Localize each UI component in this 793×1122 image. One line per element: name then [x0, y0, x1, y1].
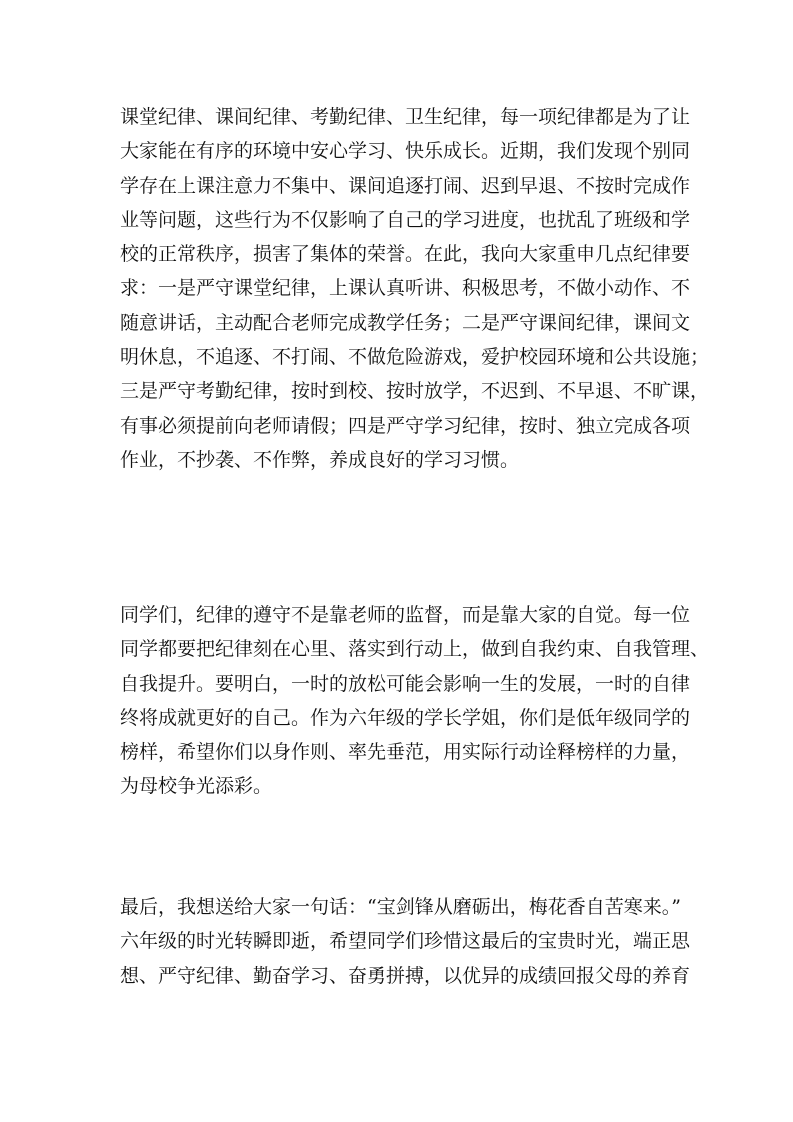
- text-line: 榜样，希望你们以身作则、率先垂范，用实际行动诠释榜样的力量，: [120, 741, 691, 764]
- text-line: 同学都要把纪律刻在心里、落实到行动上，做到自我约束、自我管理、: [120, 638, 710, 661]
- text-line: 六年级的时光转瞬即逝，希望同学们珍惜这最后的宝贵时光，端正思: [120, 930, 691, 953]
- text-line: 随意讲话，主动配合老师完成教学任务；二是严守课间纪律，课间文: [120, 311, 691, 334]
- text-line: 终将成就更好的自己。作为六年级的学长学姐，你们是低年级同学的: [120, 706, 691, 729]
- text-line: 同学们，纪律的遵守不是靠老师的监督，而是靠大家的自觉。每一位: [120, 604, 691, 626]
- text-line: 学存在上课注意力不集中、课间追逐打闹、迟到早退、不按时完成作: [120, 174, 691, 197]
- text-line: 三是严守考勤纪律，按时到校、按时放学，不迟到、不早退、不旷课，: [120, 380, 710, 403]
- text-line: 为母校争光添彩。: [120, 775, 273, 798]
- text-line: 明休息，不追逐、不打闹、不做危险游戏，爱护校园环境和公共设施；: [120, 346, 710, 369]
- text-line: 想、严守纪律、勤奋学习、奋勇拼搏，以优异的成绩回报父母的养育: [120, 964, 691, 987]
- text-line: 大家能在有序的环境中安心学习、快乐成长。近期，我们发现个别同: [120, 140, 691, 163]
- text-line: 最后，我想送给大家一句话：“宝剑锋从磨砺出，梅花香自苦寒来。”: [120, 896, 681, 918]
- text-line: 自我提升。要明白，一时的放松可能会影响一生的发展，一时的自律: [120, 672, 691, 695]
- text-line: 求：一是严守课堂纪律，上课认真听讲、积极思考，不做小动作、不: [120, 277, 691, 300]
- text-line: 有事必须提前向老师请假；四是严守学习纪律，按时、独立完成各项: [120, 414, 691, 437]
- text-line: 作业，不抄袭、不作弊，养成良好的学习习惯。: [120, 448, 520, 471]
- paragraph-discipline-requirements: [120, 100, 710, 477]
- paragraph-self-discipline: [120, 598, 710, 804]
- paragraph-closing: [120, 890, 691, 993]
- text-line: 课堂纪律、课间纪律、考勤纪律、卫生纪律，每一项纪律都是为了让: [120, 106, 691, 128]
- text-line: 业等问题，这些行为不仅影响了自己的学习进度，也扰乱了班级和学: [120, 208, 691, 231]
- text-line: 校的正常秩序，损害了集体的荣誉。在此，我向大家重申几点纪律要: [120, 243, 691, 266]
